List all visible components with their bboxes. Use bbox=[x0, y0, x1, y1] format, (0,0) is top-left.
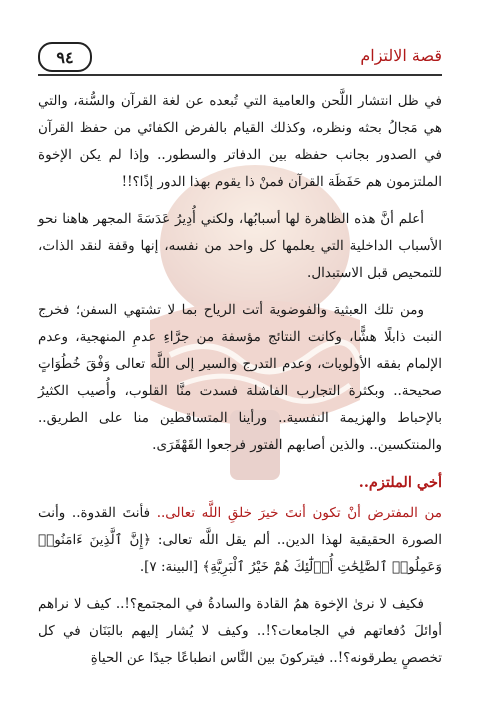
highlighted-text: من المفترض أنْ تكون أنتَ خيرَ خلقِ اللَّه تعالى.. bbox=[156, 505, 442, 521]
page-body bbox=[38, 88, 442, 682]
section-paragraph bbox=[38, 500, 442, 581]
header-divider bbox=[38, 74, 442, 76]
paragraph: فكيف لا نرىٰ الإخوة همُ القادة والسادةُ في المجتمع؟!.. كيف لا نراهم أوائلَ دُفعاتهم في الجامعات؟!.. وكيف لا يُشار إليهم بالبَنَان في كل تخصصٍ يطرقونه؟!.. فيتركونَ بين النَّاس انطباعًا جيدًا عن الحياةِ bbox=[38, 596, 442, 666]
book-title: قصة الالتزام bbox=[360, 46, 442, 65]
paragraph: أعلم أنَّ هذه الظاهرة لها أسبابُها، ولكني أُدِيرُ عَدَسَةَ المجهر هاهنا نحو الأسباب الداخلية التي يعلمها كل واحد من نفسه، إنها وقفة لنقد الذات، للتمحيص قبل الاستبدال. bbox=[38, 211, 442, 281]
paragraph: في ظل انتشار اللَّحن والعامية التي تُبعده عن لغة القرآن والسُّنة، والتي هي مَجالُ بحثه ونظره، وكذلك القيام بالفرض الكفائي من حفظ القرآن في الصدور بجانب حفظه بين الدفاتر والسطور.. وإذا لم يكن الإخوة الملتزمون هم حَفَظَة القرآن فمنْ ذا يقوم بهذا الدور إذًا؟!! bbox=[38, 93, 442, 190]
section-heading: أخي الملتزم.. bbox=[358, 474, 442, 491]
paragraph: ومن تلك العبثية والفوضوية أتت الرياح بما لا تشتهي السفن؛ فخرج النبت ذابلًا هشًّا، وكانت النتائج مؤسفة من جرَّاءِ عدمِ المنهجية، وعدم الإلمام بفقه الأولويات، وعدم التدرج والسير إلى اللَّه تعالى وَفْقَ خُطُوَاتٍ صحيحة.. وبكثرة التجارب الفاشلة فسدت منَّا القلوب، وأُصيب الكثيرُ بالإحباط والهزيمة النفسية.. ورأينا المتساقطين منا على الطريق.. والمنتكسين.. والذين أصابهم الفتور فرجعوا القَهْقَرَى. bbox=[38, 302, 442, 453]
page-header bbox=[38, 42, 442, 76]
page-number: ٩٤ bbox=[38, 42, 92, 72]
paragraph-text: فأنتَ القدوة.. وأنت الصورة الحقيقية لهذا الدين.. ألم يقل اللَّه تعالى: ﴿إِنَّ ٱلَّذِينَ ءَامَنُوا۟ وَعَمِلُوا۟ ٱلصَّٰلِحَٰتِ أُو۟لَٰٓئِكَ هُمْ خَيْرُ ٱلْبَرِيَّةِ﴾ [البينة: ٧]. bbox=[38, 505, 442, 575]
